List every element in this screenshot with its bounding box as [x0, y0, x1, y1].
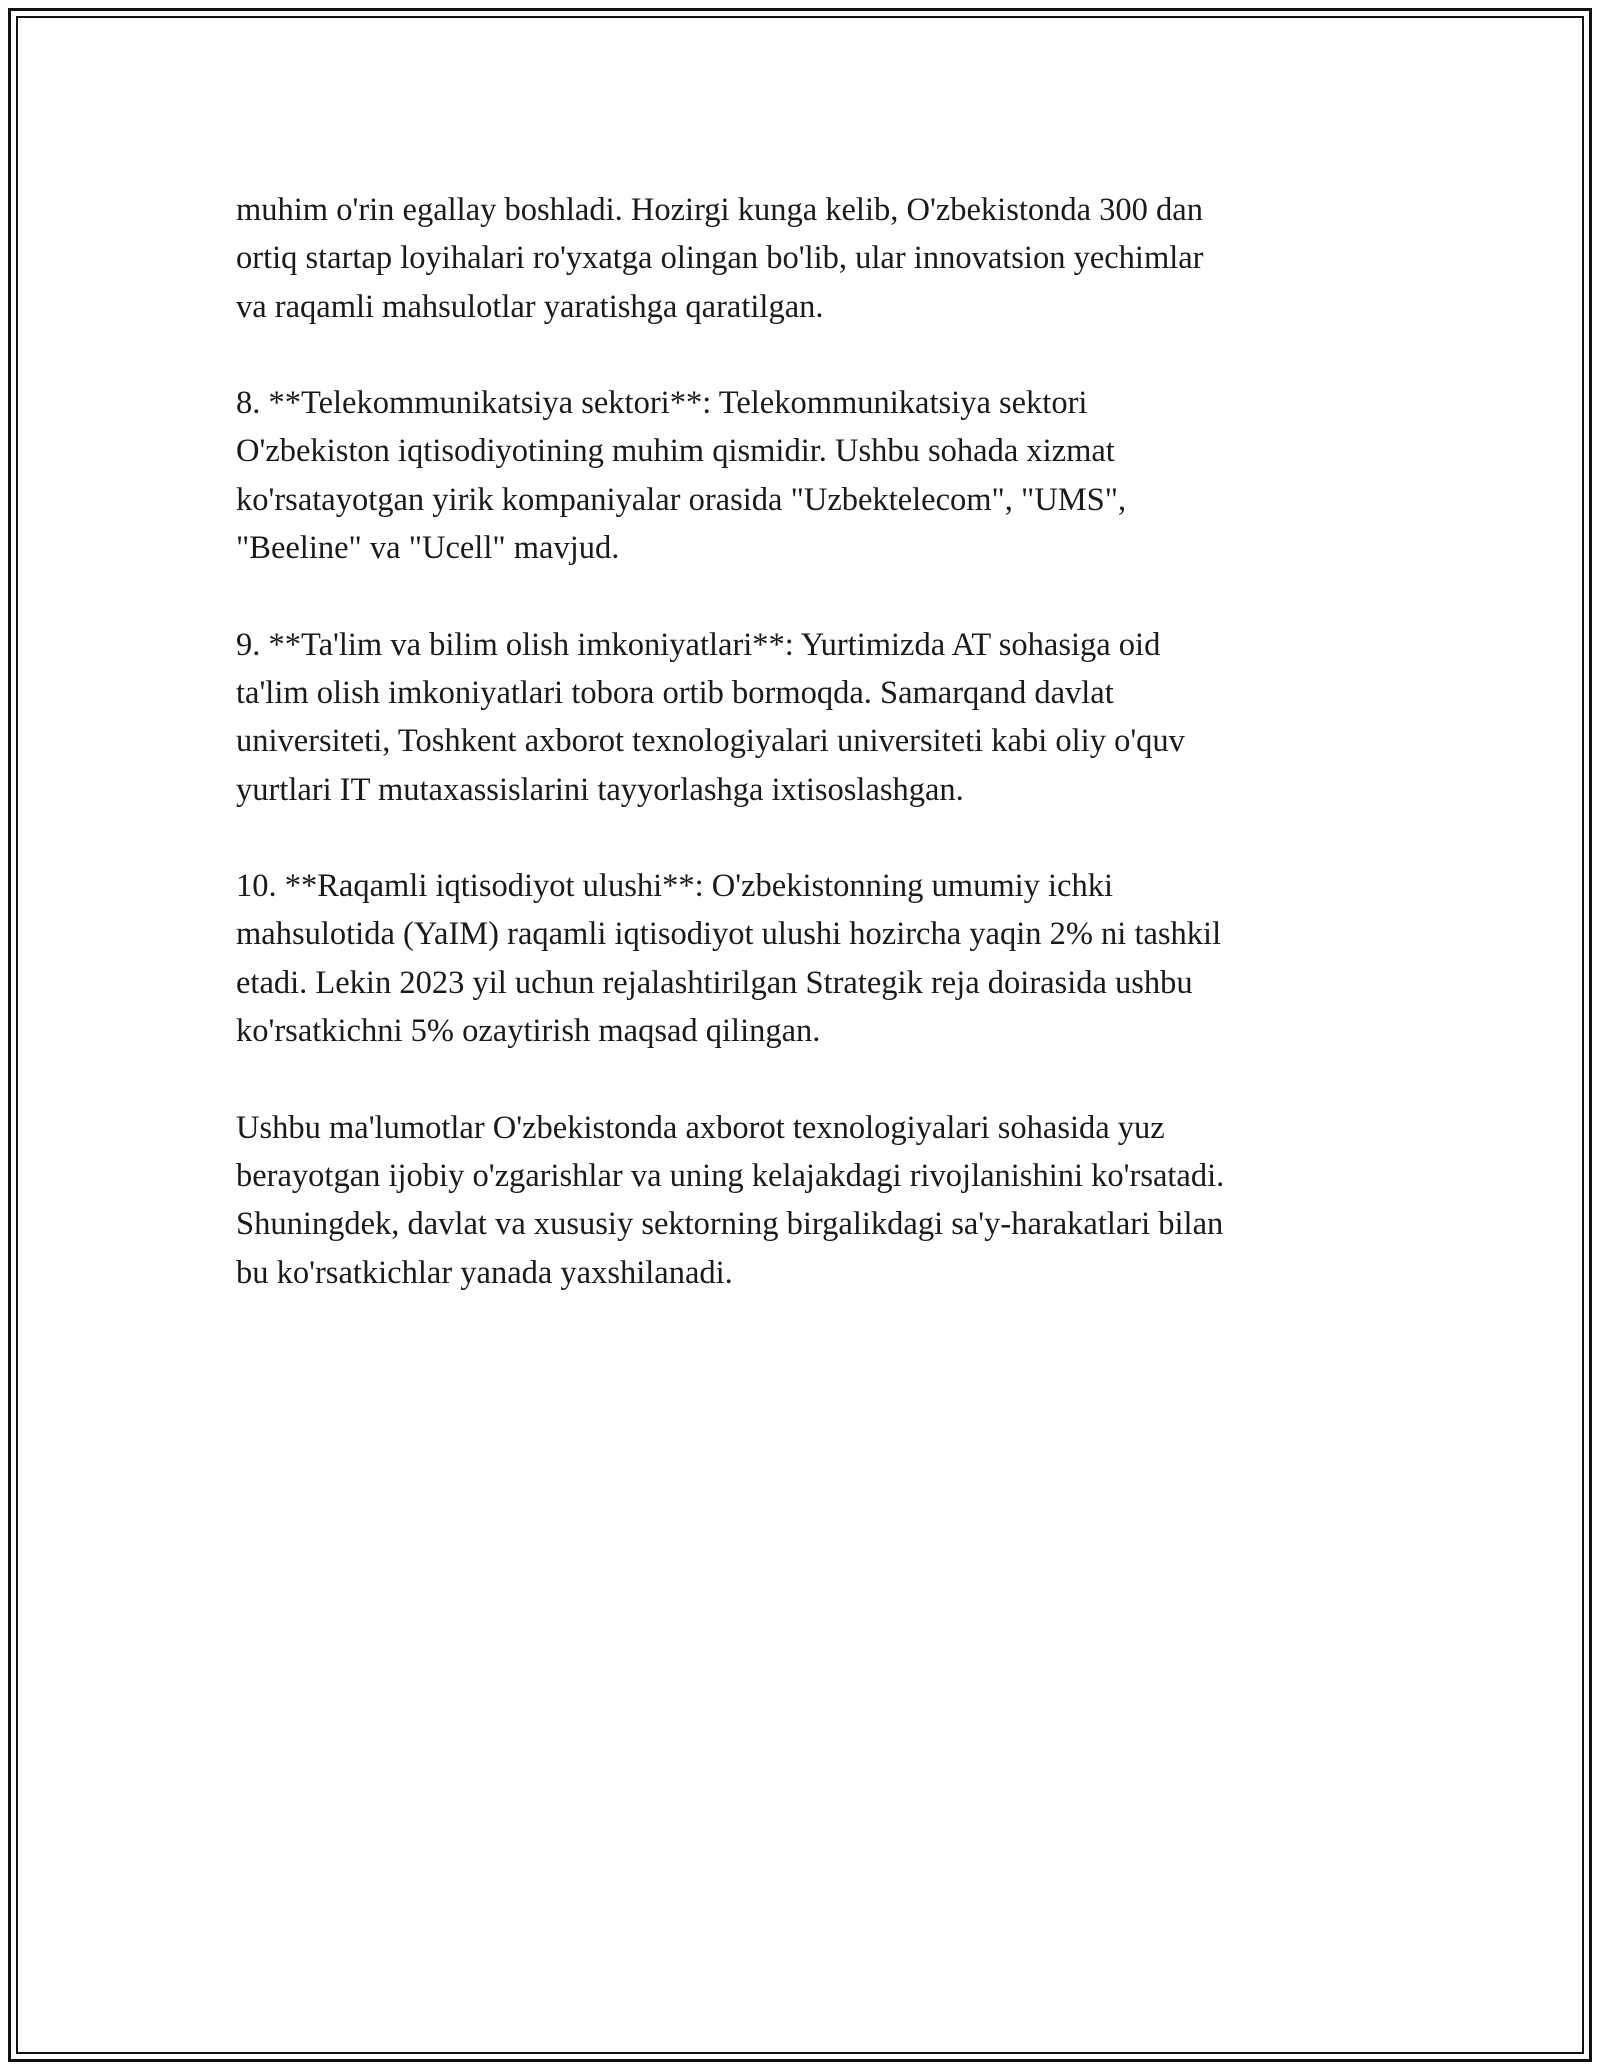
- text-line: etadi. Lekin 2023 yil uchun rejalashtirilgan Strategik reja doirasida ushbu: [236, 964, 1193, 1001]
- text-line: yurtlari IT mutaxassislarini tayyorlashga ixtisoslashgan.: [236, 771, 964, 808]
- text-line: va raqamli mahsulotlar yaratishga qaratilgan.: [236, 288, 824, 325]
- paragraph-telecom-sector: [236, 379, 1376, 572]
- text-line: mahsulotida (YaIM) raqamli iqtisodiyot ulushi hozircha yaqin 2% ni tashkil: [236, 916, 1222, 953]
- text-line: Shuningdek, davlat va xususiy sektorning birgalikdagi sa'y-harakatlari bilan: [236, 1206, 1224, 1243]
- text-line: O'zbekiston iqtisodiyotining muhim qismidir. Ushbu sohada xizmat: [236, 433, 1115, 470]
- text-line: muhim o'rin egallay boshladi. Hozirgi kunga kelib, O'zbekistonda 300 dan: [236, 192, 1203, 228]
- paragraph-conclusion: [236, 1104, 1376, 1297]
- text-line: 9. **Ta'lim va bilim olish imkoniyatlari**: Yurtimizda AT sohasiga oid: [236, 626, 1161, 663]
- paragraph-startups-continued: [236, 186, 1376, 331]
- text-line: berayotgan ijobiy o'zgarishlar va uning kelajakdagi rivojlanishini ko'rsatadi.: [236, 1157, 1225, 1194]
- document-body: [236, 186, 1376, 1345]
- text-line: 10. **Raqamli iqtisodiyot ulushi**: O'zbekistonning umumiy ichki: [236, 868, 1114, 905]
- text-line: 8. **Telekommunikatsiya sektori**: Telekommunikatsiya sektori: [236, 385, 1088, 422]
- text-line: ko'rsatayotgan yirik kompaniyalar orasida "Uzbektelecom", "UMS",: [236, 481, 1127, 518]
- text-line: ta'lim olish imkoniyatlari tobora ortib bormoqda. Samarqand davlat: [236, 674, 1114, 711]
- text-line: bu ko'rsatkichlar yanada yaxshilanadi.: [236, 1254, 733, 1291]
- paragraph-digital-economy: [236, 862, 1376, 1055]
- text-line: Ushbu ma'lumotlar O'zbekistonda axborot texnologiyalari sohasida yuz: [236, 1109, 1165, 1146]
- paragraph-education: [236, 621, 1376, 814]
- text-line: ortiq startap loyihalari ro'yxatga olingan bo'lib, ular innovatsion yechimlar: [236, 240, 1204, 277]
- text-line: ko'rsatkichni 5% ozaytirish maqsad qilingan.: [236, 1013, 821, 1050]
- text-line: "Beeline" va "Ucell" mavjud.: [236, 530, 620, 567]
- text-line: universiteti, Toshkent axborot texnologiyalari universiteti kabi oliy o'quv: [236, 723, 1185, 760]
